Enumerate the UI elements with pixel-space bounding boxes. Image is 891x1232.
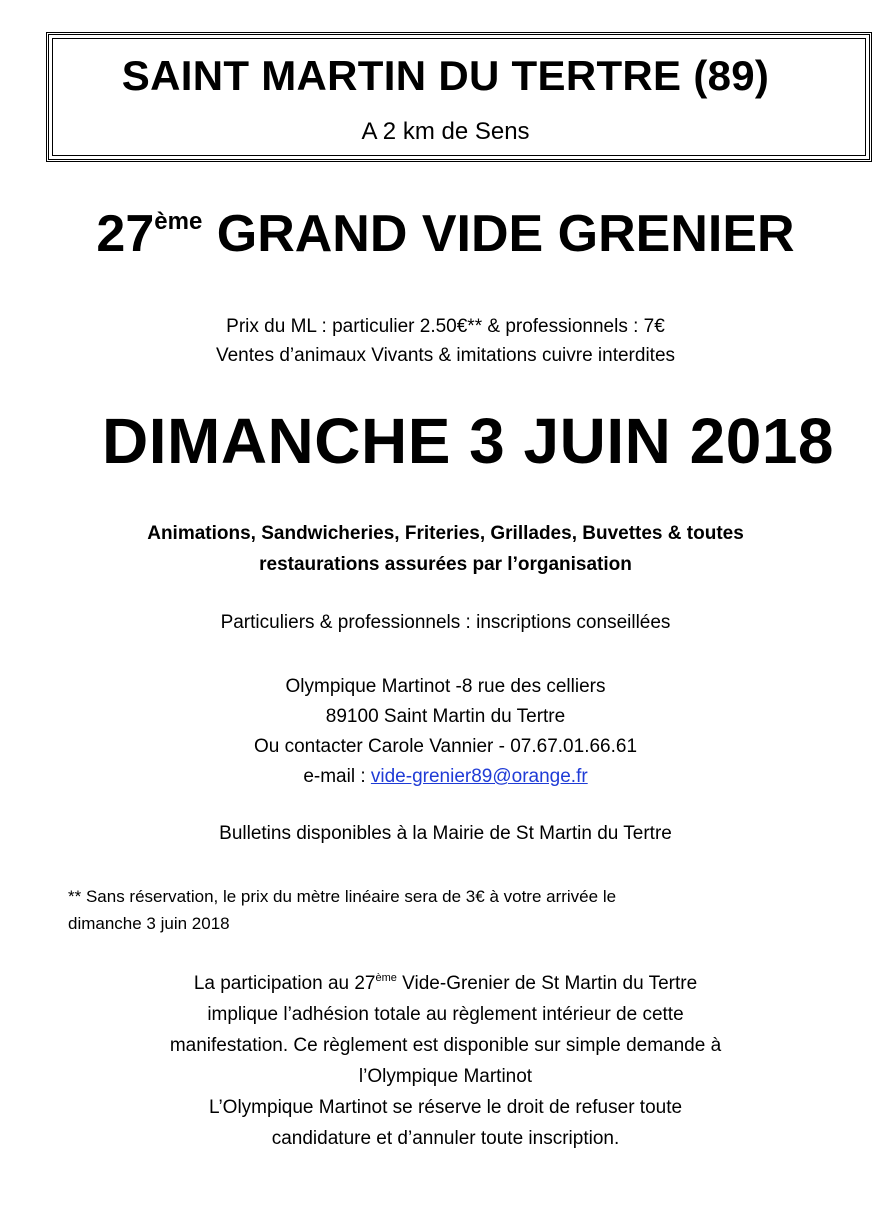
event-title xyxy=(0,204,891,264)
bulletins-info: Bulletins disponibles à la Mairie de St Martin du Tertre xyxy=(219,823,672,844)
rules-paragraph xyxy=(0,968,891,1154)
event-name: GRAND VIDE GRENIER xyxy=(216,205,795,263)
rules-line-1-suffix: Vide-Grenier de St Martin du Tertre xyxy=(396,973,698,994)
email-link[interactable]: vide-grenier89@orange.fr xyxy=(370,766,588,787)
email-label: e-mail : xyxy=(303,766,371,787)
rules-line-1-prefix: La participation au 27 xyxy=(193,973,376,994)
rules-line-6: candidature et d’annuler toute inscription. xyxy=(271,1128,620,1149)
distance-subtitle: A 2 km de Sens xyxy=(361,118,530,145)
rules-line-4: l’Olympique Martinot xyxy=(358,1066,533,1087)
rules-line-2: implique l’adhésion totale au règlement intérieur de cette xyxy=(207,1004,684,1025)
footnote-line-1: ** Sans réservation, le prix du mètre linéaire sera de 3€ à votre arrivée le xyxy=(68,887,617,906)
edition-number: 27 xyxy=(96,205,155,263)
town-title: SAINT MARTIN DU TERTRE (89) xyxy=(121,52,770,99)
contact-block xyxy=(0,672,891,792)
footnote-line-2: dimanche 3 juin 2018 xyxy=(68,914,230,933)
event-date: DIMANCHE 3 JUIN 2018 xyxy=(102,405,834,477)
pricing-line-2: Ventes d’animaux Vivants & imitations cuivre interdites xyxy=(215,345,676,366)
edition-suffix: ème xyxy=(154,208,203,235)
rules-line-1 xyxy=(0,968,891,999)
services-line-1: Animations, Sandwicheries, Friteries, Grillades, Buvettes & toutes xyxy=(147,523,744,544)
services-info xyxy=(0,518,891,580)
rules-line-3: manifestation. Ce règlement est disponible sur simple demande à xyxy=(169,1035,722,1056)
registration-advice: Particuliers & professionnels : inscriptions conseillées xyxy=(220,612,671,633)
rules-line-5: L’Olympique Martinot se réserve le droit de refuser toute xyxy=(208,1097,683,1118)
rules-line-1-sup: ème xyxy=(375,972,397,984)
address-line-1: Olympique Martinot -8 rue des celliers xyxy=(285,676,606,697)
phone-line: Ou contacter Carole Vannier - 07.67.01.66.61 xyxy=(253,736,638,757)
services-line-2: restaurations assurées par l’organisation xyxy=(259,554,632,575)
pricing-info xyxy=(0,312,891,370)
email-line xyxy=(0,762,891,792)
pricing-line-1: Prix du ML : particulier 2.50€** & professionnels : 7€ xyxy=(226,316,665,337)
pricing-footnote xyxy=(68,883,616,937)
address-line-2: 89100 Saint Martin du Tertre xyxy=(325,706,566,727)
